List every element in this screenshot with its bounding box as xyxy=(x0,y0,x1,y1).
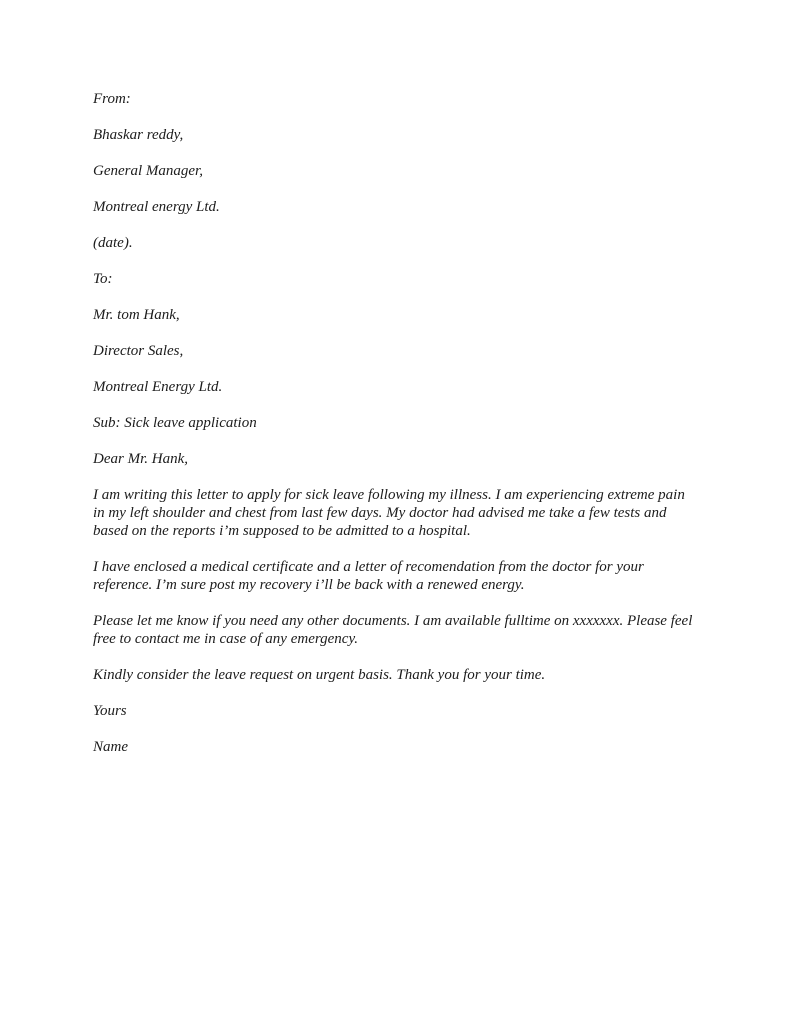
subject-line: Sub: Sick leave application xyxy=(93,415,257,431)
body-paragraph-2: I have enclosed a medical certificate and a letter of recomendation from the doctor for your reference. I’m sure post my recovery i’ll be back with a renewed energy. xyxy=(93,559,644,593)
sender-company: Montreal energy Ltd. xyxy=(93,199,220,215)
recipient-company: Montreal Energy Ltd. xyxy=(93,379,223,395)
body-paragraph-3: Please let me know if you need any other documents. I am available fulltime on xxxxxxx. Please feel free to contact me in case of any emergency. xyxy=(93,613,693,647)
recipient-title: Director Sales, xyxy=(93,343,184,359)
from-label: From: xyxy=(93,91,131,107)
recipient-name: Mr. tom Hank, xyxy=(93,307,180,323)
sender-name: Bhaskar reddy, xyxy=(93,127,184,143)
body-paragraph-4: Kindly consider the leave request on urgent basis. Thank you for your time. xyxy=(93,667,546,683)
sender-title: General Manager, xyxy=(93,163,203,179)
body-paragraph-1: I am writing this letter to apply for sick leave following my illness. I am experiencing extreme pain in my left shoulder and chest from last few days. My doctor had advised me take a few tests and based on the reports i’m supposed to be admitted to a hospital. xyxy=(93,487,685,539)
salutation: Dear Mr. Hank, xyxy=(93,451,188,467)
letter-page xyxy=(93,90,703,774)
closing: Yours xyxy=(93,703,127,719)
letter-date: (date). xyxy=(93,235,133,251)
to-label: To: xyxy=(93,271,113,287)
signature-name: Name xyxy=(93,739,128,755)
